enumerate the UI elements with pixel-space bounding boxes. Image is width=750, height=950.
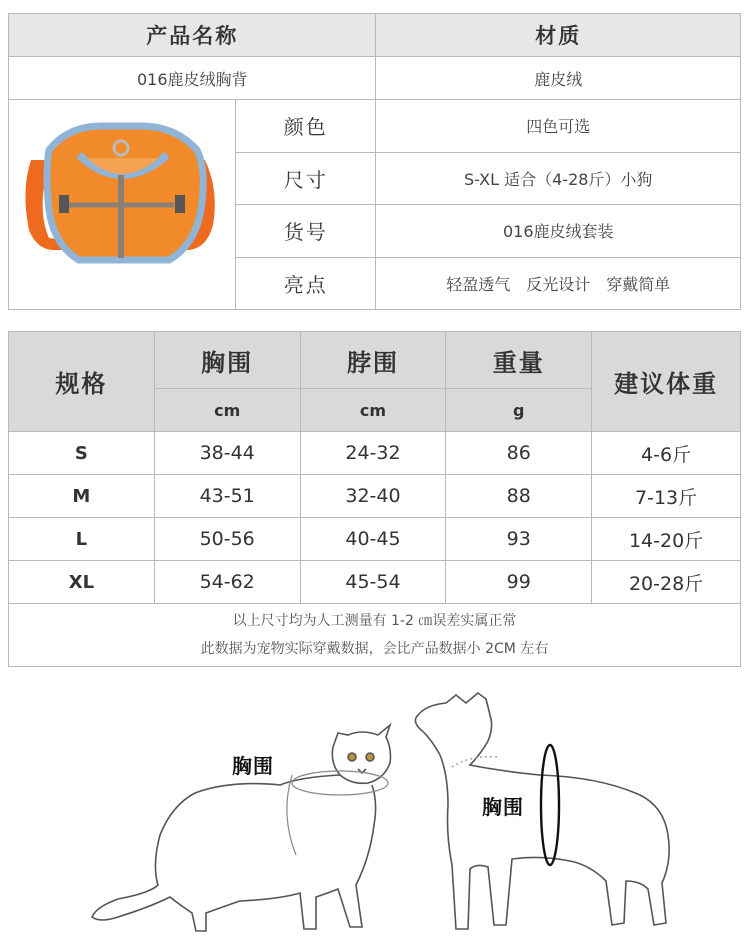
weight-cell: 93 [446,518,592,561]
item-no-value: 016鹿皮绒套装 [376,205,741,258]
size-row [9,561,741,604]
weight-cell: 88 [446,475,592,518]
size-cell: M [9,475,155,518]
chest-cell: 38-44 [154,432,300,475]
color-label: 颜色 [236,100,376,153]
weight-unit: g [446,389,592,432]
note-line-2: 此数据为宠物实际穿戴数据，会比产品数据小 2CM 左右 [200,641,549,657]
chest-cell: 50-56 [154,518,300,561]
material-header: 材质 [376,14,741,57]
dog-chest-ring [541,745,559,865]
color-value: 四色可选 [376,100,741,153]
neck-header: 脖围 [300,332,446,389]
weight-header: 重量 [446,332,592,389]
chest-cell: 54-62 [154,561,300,604]
cat-chest-label: 胸围 [232,754,274,778]
size-chart-table [8,331,741,667]
size-row [9,518,741,561]
product-name-value: 016鹿皮绒胸背 [9,57,376,100]
chest-header: 胸围 [154,332,300,389]
highlight-value: 轻盈透气 反光设计 穿戴简单 [376,257,741,310]
chest-unit: cm [154,389,300,432]
size-row [9,475,741,518]
chest-cell: 43-51 [154,475,300,518]
neck-cell: 32-40 [300,475,446,518]
size-cell: XL [9,561,155,604]
weight-cell: 86 [446,432,592,475]
size-row [9,432,741,475]
dog-outline [415,693,669,929]
size-label: 尺寸 [236,152,376,205]
suggest-weight-header: 建议体重 [592,332,741,432]
suggest-cell: 14-20斤 [592,518,741,561]
product-info-table [8,13,741,310]
suggest-cell: 4-6斤 [592,432,741,475]
size-cell: L [9,518,155,561]
measurement-note [9,604,741,667]
harness-image [9,100,236,310]
highlight-label: 亮点 [236,257,376,310]
size-cell: S [9,432,155,475]
suggest-cell: 7-13斤 [592,475,741,518]
product-name-header: 产品名称 [9,14,376,57]
suggest-cell: 20-28斤 [592,561,741,604]
weight-cell: 99 [446,561,592,604]
neck-cell: 45-54 [300,561,446,604]
size-value: S-XL 适合（4-28斤）小狗 [376,152,741,205]
item-no-label: 货号 [236,205,376,258]
neck-cell: 40-45 [300,518,446,561]
dog-chest-label: 胸围 [482,795,524,819]
harness-picture [9,100,235,305]
neck-cell: 24-32 [300,432,446,475]
measurement-illustration [0,685,750,950]
neck-unit: cm [300,389,446,432]
note-line-1: 以上尺寸均为人工测量有 1-2 ㎝误差实属正常 [232,613,517,629]
spec-header: 规格 [9,332,155,432]
material-value: 鹿皮绒 [376,57,741,100]
